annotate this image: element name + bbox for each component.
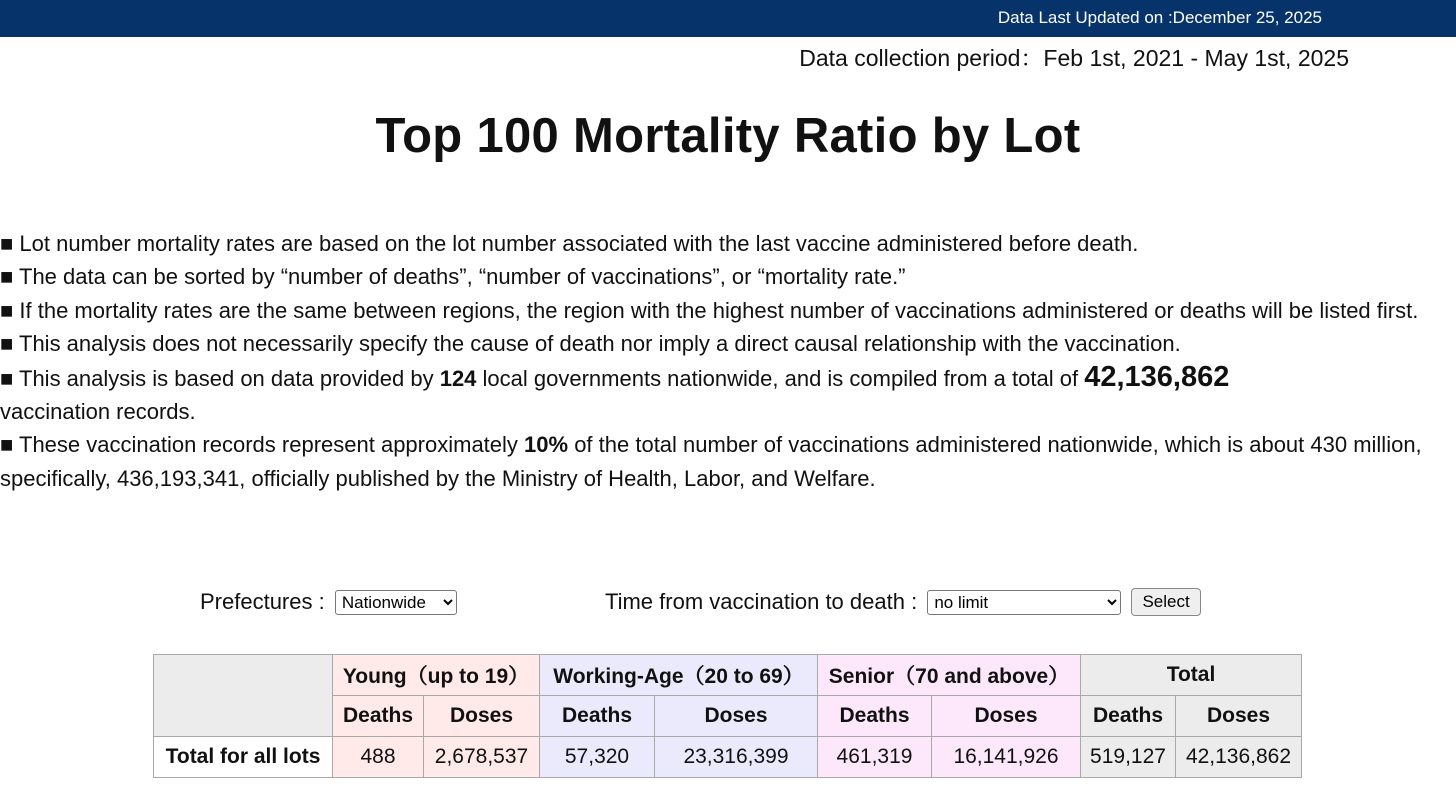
- time-to-death-select[interactable]: [927, 590, 1121, 615]
- young-doses-header: Doses: [424, 696, 540, 737]
- senior-deaths-value: 461,319: [818, 737, 932, 778]
- group-header-young: Young（up to 19）: [333, 655, 540, 696]
- senior-deaths-header: Deaths: [818, 696, 932, 737]
- group-header-senior: Senior（70 and above）: [818, 655, 1081, 696]
- senior-doses-header: Doses: [932, 696, 1081, 737]
- note-coverage: [0, 428, 1450, 495]
- total-doses-value: 42,136,862: [1176, 737, 1302, 778]
- row-label: Total for all lots: [154, 737, 333, 778]
- young-deaths-value: 488: [333, 737, 424, 778]
- top-header-bar: [0, 0, 1456, 37]
- total-doses-header: Doses: [1176, 696, 1302, 737]
- total-deaths-header: Deaths: [1081, 696, 1176, 737]
- note-coverage-text-a: ■ These vaccination records represent approximately: [0, 432, 525, 458]
- note-lot-rates: ■ Lot number mortality rates are based on the lot number associated with the last vaccine administered before death.: [0, 231, 1139, 256]
- data-collection-period: Data collection period：Feb 1st, 2021 - May 1st, 2025: [799, 45, 1349, 71]
- notes-section: [0, 227, 1450, 495]
- filter-controls: [200, 588, 1201, 616]
- note-source-text-e: vaccination records.: [0, 399, 196, 425]
- table-header-row-groups: [154, 655, 1302, 696]
- coverage-percent: 10%: [524, 432, 569, 458]
- senior-doses-value: 16,141,926: [932, 737, 1081, 778]
- select-button[interactable]: Select: [1131, 588, 1200, 616]
- group-header-total: Total: [1081, 655, 1302, 696]
- working-deaths-header: Deaths: [540, 696, 655, 737]
- working-doses-value: 23,316,399: [655, 737, 818, 778]
- note-source-text-c: local governments nationwide, and is compiled from a total of: [476, 365, 1085, 391]
- working-doses-header: Doses: [655, 696, 818, 737]
- note-data-source: [0, 361, 1450, 429]
- page-title: Top 100 Mortality Ratio by Lot: [375, 109, 1081, 163]
- table-corner-cell: [154, 655, 333, 737]
- working-deaths-value: 57,320: [540, 737, 655, 778]
- note-tie-order: ■ If the mortality rates are the same between regions, the region with the highest number of vaccinations administered or deaths will be listed first.: [0, 297, 1419, 323]
- prefectures-label: Prefectures :: [200, 589, 325, 615]
- note-coverage-text-d: specifically, 436,193,341, officially published by the Ministry of Health, Labor, and Welfare.: [0, 465, 876, 491]
- total-records-count: 42,136,862: [1084, 360, 1230, 393]
- local-government-count: 124: [439, 365, 477, 391]
- note-coverage-text-c: of the total number of vaccinations administered nationwide, which is about 430 million,: [568, 432, 1422, 458]
- note-sorting: ■ The data can be sorted by “number of deaths”, “number of vaccinations”, or “mortality rate.”: [0, 264, 906, 290]
- young-doses-value: 2,678,537: [424, 737, 540, 778]
- group-header-working-age: Working-Age（20 to 69）: [540, 655, 818, 696]
- total-deaths-value: 519,127: [1081, 737, 1176, 778]
- last-updated-text: Data Last Updated on :December 25, 2025: [997, 8, 1322, 27]
- note-source-text-a: ■ This analysis is based on data provided by: [0, 365, 440, 391]
- note-causality: ■ This analysis does not necessarily specify the cause of death nor imply a direct causal relationship with the vaccination.: [0, 331, 1181, 357]
- summary-table: [153, 654, 1302, 778]
- time-to-death-label: Time from vaccination to death :: [604, 589, 918, 615]
- young-deaths-header: Deaths: [333, 696, 424, 737]
- table-row: [154, 737, 1302, 778]
- prefectures-select[interactable]: [335, 590, 457, 615]
